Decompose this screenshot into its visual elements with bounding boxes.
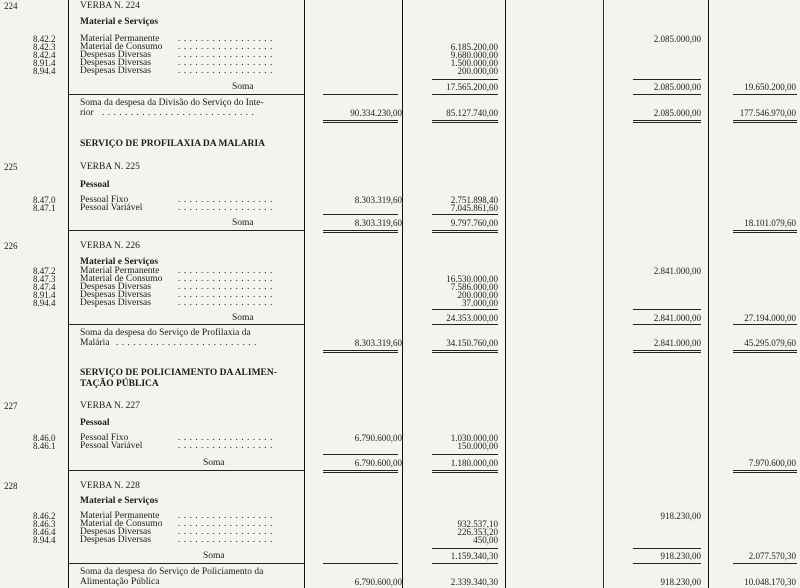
- total-line2: Malária: [80, 338, 110, 348]
- item-code: 8.47.0: [33, 195, 56, 205]
- total-c5: 45.295.079,60: [744, 338, 796, 348]
- item-description: Material Permanente: [80, 511, 160, 521]
- item-code: 8.42.3: [33, 42, 56, 52]
- sum-rule: [633, 309, 701, 310]
- soma-c2: 24.353.000,00: [446, 313, 498, 323]
- total-c2: 2.339.340,30: [450, 577, 498, 587]
- sum-rule: [733, 324, 797, 325]
- section-title: TAÇÃO PÚBLICA: [80, 379, 159, 389]
- item-code: 8.46.0: [33, 433, 56, 443]
- amount-c2: 200.000,00: [457, 290, 498, 300]
- soma-c4: 918.230,00: [660, 551, 701, 561]
- section-heading: Material e Serviços: [80, 496, 159, 506]
- leader-dots: . . . . . . . . . . . . . . . . . . . . . . . . . . .: [102, 108, 255, 118]
- amount-c2: 7.045.861,60: [450, 203, 498, 213]
- item-code: 8.47.3: [33, 274, 56, 284]
- sum-rule: [432, 79, 498, 80]
- sum-rule: [323, 214, 398, 215]
- item-code: 8.42.4: [33, 50, 56, 60]
- leader-dots: . . . . . . . . . . . . . . . . .: [178, 195, 273, 205]
- leader-dots: . . . . . . . . . . . . . . . . .: [178, 66, 273, 76]
- leader-dots: . . . . . . . . . . . . . . . . .: [178, 274, 273, 284]
- item-code: 8.47.1: [33, 203, 56, 213]
- sum-rule: [432, 454, 498, 455]
- item-description: Despesas Diversas: [80, 66, 151, 76]
- leader-dots: . . . . . . . . . . . . . . . . .: [178, 50, 273, 60]
- amount-c2: 7.586.000,00: [450, 282, 498, 292]
- sum-rule: [633, 94, 701, 95]
- verba-title: VERBA N. 224: [80, 1, 140, 11]
- item-description: Despesas Diversas: [80, 282, 151, 292]
- item-description: Material de Consumo: [80, 42, 163, 52]
- item-code: 8.91.4: [33, 290, 56, 300]
- item-description: Material de Consumo: [80, 274, 163, 284]
- amount-c2: 37.000,00: [462, 298, 498, 308]
- amount-c2: 226.353,20: [457, 527, 498, 537]
- soma-c5: 7.970.600,00: [748, 458, 796, 468]
- section-title: SERVIÇO DE POLICIAMENTO DA ALIMEN-: [80, 368, 277, 378]
- leader-dots: . . . . . . . . . . . . . . . . .: [178, 42, 273, 52]
- leader-dots: . . . . . . . . . . . . . . . . .: [178, 282, 273, 292]
- total-rule: [323, 120, 398, 123]
- leader-dots: . . . . . . . . . . . . . . . . .: [178, 298, 273, 308]
- total-c1: 6.790.600,00: [354, 577, 402, 587]
- column-divider: [304, 0, 305, 588]
- total-c4: 2.085.000,00: [653, 108, 701, 118]
- amount-c2: 450,00: [473, 535, 498, 545]
- section-heading: Pessoal: [80, 418, 110, 428]
- leader-dots: . . . . . . . . . . . . . . . . .: [178, 266, 273, 276]
- column-divider: [68, 0, 69, 588]
- item-code: 8.47.4: [33, 282, 56, 292]
- sum-rule: [733, 563, 797, 564]
- row-rule: [68, 470, 304, 471]
- amount-c2: 2.751.898,40: [450, 195, 498, 205]
- total-rule: [323, 470, 398, 473]
- row-rule: [68, 563, 304, 564]
- sum-rule: [633, 563, 701, 564]
- item-description: Despesas Diversas: [80, 527, 151, 537]
- item-code: 8.47.2: [33, 266, 56, 276]
- amount-c2: 150.000,00: [457, 441, 498, 451]
- amount-c2: 200.000,00: [457, 66, 498, 76]
- column-divider: [603, 0, 604, 588]
- leader-dots: . . . . . . . . . . . . . . . . .: [178, 433, 273, 443]
- item-description: Pessoal Variável: [80, 203, 143, 213]
- item-code: 8.94.4: [33, 535, 56, 545]
- sum-rule: [323, 563, 398, 564]
- item-code: 8.42.2: [33, 34, 56, 44]
- total-rule: [733, 120, 797, 123]
- soma-label: Soma: [203, 458, 225, 468]
- verba-title: VERBA N. 228: [80, 481, 140, 491]
- section-heading: Material e Serviços: [80, 17, 159, 27]
- soma-label: Soma: [232, 218, 254, 228]
- total-line1: Soma da despesa do Serviço de Policiamento da: [80, 567, 264, 577]
- amount-c4: 918.230,00: [660, 511, 701, 521]
- total-rule: [432, 230, 498, 233]
- sum-rule: [432, 214, 498, 215]
- sum-rule: [432, 324, 498, 325]
- item-code: 8.46.4: [33, 527, 56, 537]
- sum-rule: [323, 94, 398, 95]
- leader-dots: . . . . . . . . . . . . . . . . .: [178, 441, 273, 451]
- item-code: 8.46.3: [33, 519, 56, 529]
- item-description: Material Permanente: [80, 34, 160, 44]
- leader-dots: . . . . . . . . . . . . . . . . .: [178, 203, 273, 213]
- item-description: Despesas Diversas: [80, 58, 151, 68]
- amount-c2: 9.680.000,00: [450, 50, 498, 60]
- soma-c5: 18.101.079,60: [744, 218, 796, 228]
- total-rule: [733, 230, 797, 233]
- total-rule: [733, 350, 797, 353]
- soma-c2: 17.565.200,00: [446, 82, 498, 92]
- amount-c2: 932.537,10: [457, 519, 498, 529]
- total-rule: [733, 470, 797, 473]
- item-code: 8.94.4: [33, 298, 56, 308]
- amount-c4: 2.085.000,00: [653, 34, 701, 44]
- item-description: Despesas Diversas: [80, 50, 151, 60]
- soma-label: Soma: [203, 551, 225, 561]
- total-c4: 918.230,00: [660, 577, 701, 587]
- verba-number: 228: [4, 481, 18, 491]
- leader-dots: . . . . . . . . . . . . . . . . .: [178, 34, 273, 44]
- item-code: 8.46.1: [33, 441, 56, 451]
- sum-rule: [633, 79, 701, 80]
- item-description: Despesas Diversas: [80, 535, 151, 545]
- leader-dots: . . . . . . . . . . . . . . . . . . . . . . . . .: [116, 338, 257, 348]
- amount-c2: 1.500.000,00: [450, 58, 498, 68]
- sum-rule: [432, 563, 498, 564]
- total-c1: 8.303.319,60: [354, 338, 402, 348]
- total-c4: 2.841.000,00: [653, 338, 701, 348]
- leader-dots: . . . . . . . . . . . . . . . . .: [178, 58, 273, 68]
- total-c5: 177.546.970,00: [739, 108, 796, 118]
- sum-rule: [432, 309, 498, 310]
- sum-rule: [633, 548, 701, 549]
- soma-label: Soma: [232, 82, 254, 92]
- soma-c2: 1.180.000,00: [450, 458, 498, 468]
- soma-c2: 9.797.760,00: [450, 218, 498, 228]
- total-c1: 90.334.230,00: [350, 108, 402, 118]
- verba-number: 225: [4, 162, 18, 172]
- total-line2: rior: [80, 108, 94, 118]
- amount-c2: 6.185.200,00: [450, 42, 498, 52]
- total-line1: Soma da despesa do Serviço de Profilaxia da: [80, 328, 251, 338]
- total-rule: [323, 230, 398, 233]
- soma-c1: 8.303.319,60: [354, 218, 402, 228]
- leader-dots: . . . . . . . . . . . . . . . . .: [178, 527, 273, 537]
- verba-number: 226: [4, 241, 18, 251]
- amount-c2: 1.030.000,00: [450, 433, 498, 443]
- soma-c5: 27.194.000,00: [744, 313, 796, 323]
- soma-c4: 2.841.000,00: [653, 313, 701, 323]
- item-description: Despesas Diversas: [80, 290, 151, 300]
- verba-title: VERBA N. 226: [80, 241, 140, 251]
- total-line2: Alimentação Pública: [80, 577, 160, 587]
- total-rule: [323, 350, 398, 353]
- row-rule: [68, 94, 304, 95]
- column-divider: [708, 0, 709, 588]
- sum-rule: [733, 94, 797, 95]
- amount-c1: 6.790.600,00: [354, 433, 402, 443]
- verba-title: VERBA N. 225: [80, 162, 140, 172]
- row-rule: [68, 324, 304, 325]
- total-rule: [432, 470, 498, 473]
- amount-c4: 2.841.000,00: [653, 266, 701, 276]
- soma-c4: 2.085.000,00: [653, 82, 701, 92]
- verba-number: 227: [4, 401, 18, 411]
- soma-c5: 2.077.570,30: [748, 551, 796, 561]
- section-title: SERVIÇO DE PROFILAXIA DA MALARIA: [80, 139, 265, 149]
- soma-label: Soma: [232, 313, 254, 323]
- column-divider: [402, 0, 403, 588]
- item-description: Despesas Diversas: [80, 298, 151, 308]
- item-code: 8.91.4: [33, 58, 56, 68]
- total-c2: 34.150.760,00: [446, 338, 498, 348]
- total-line1: Soma da despesa da Divisão do Serviço do Inte-: [80, 98, 264, 108]
- leader-dots: . . . . . . . . . . . . . . . . .: [178, 290, 273, 300]
- leader-dots: . . . . . . . . . . . . . . . . .: [178, 519, 273, 529]
- soma-c1: 6.790.600,00: [354, 458, 402, 468]
- column-divider: [505, 0, 506, 588]
- row-rule: [68, 230, 304, 231]
- leader-dots: . . . . . . . . . . . . . . . . .: [178, 535, 273, 545]
- item-code: 8.94.4: [33, 66, 56, 76]
- sum-rule: [633, 324, 701, 325]
- section-heading: Material e Serviços: [80, 257, 159, 267]
- section-heading: Pessoal: [80, 180, 110, 190]
- sum-rule: [323, 454, 398, 455]
- verba-number: 224: [4, 1, 18, 11]
- item-description: Material de Consumo: [80, 519, 163, 529]
- total-rule: [633, 120, 701, 123]
- total-c2: 85.127.740,00: [446, 108, 498, 118]
- sum-rule: [432, 548, 498, 549]
- total-rule: [432, 120, 498, 123]
- soma-c5: 19.650.200,00: [744, 82, 796, 92]
- verba-title: VERBA N. 227: [80, 401, 140, 411]
- soma-c2: 1.159.340,30: [450, 551, 498, 561]
- item-description: Material Permanente: [80, 266, 160, 276]
- item-description: Pessoal Variável: [80, 441, 143, 451]
- total-rule: [432, 350, 498, 353]
- amount-c1: 8.303.319,60: [354, 195, 402, 205]
- leader-dots: . . . . . . . . . . . . . . . . .: [178, 511, 273, 521]
- amount-c2: 16.530.000,00: [446, 274, 498, 284]
- item-code: 8.46.2: [33, 511, 56, 521]
- total-c5: 10.048.170,30: [744, 577, 796, 587]
- total-rule: [633, 350, 701, 353]
- item-description: Pessoal Fixo: [80, 195, 129, 205]
- item-description: Pessoal Fixo: [80, 433, 129, 443]
- sum-rule: [432, 94, 498, 95]
